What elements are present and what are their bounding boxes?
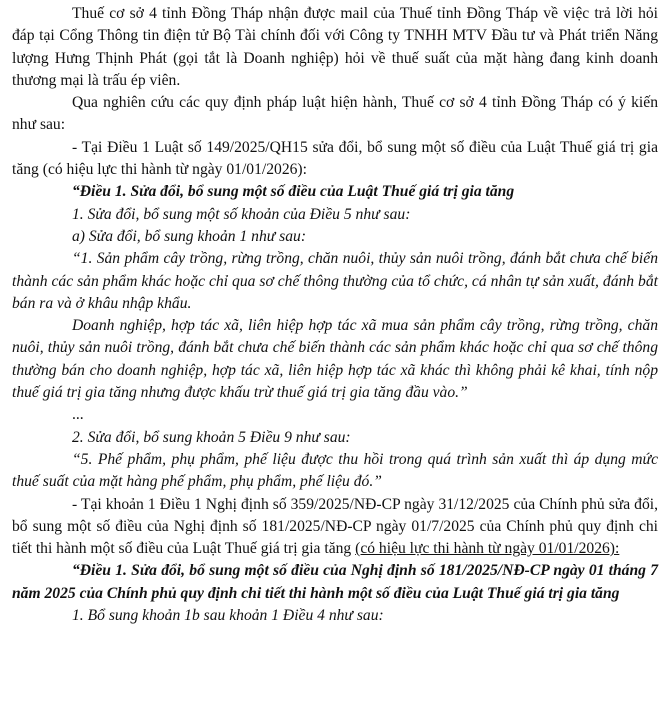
article-1-heading: “Điều 1. Sửa đổi, bổ sung một số điều của Luật Thuế giá trị gia tăng [72,183,515,201]
quote-business-paragraph: Doanh nghiệp, hợp tác xã, liên hiệp hợp tác xã mua sản phẩm cây trồng, rừng trồng, chăn nuôi, thủy sản nuôi trồng, đánh bắt chưa chế biến thành các sản phẩm khác hoặc chỉ qua sơ chế thông thường bán cho doanh nghiệp, hợp tác xã, liên hiệp hợp tác xã khác thì không phải kê khai, tính nộp thuế giá trị gia tăng nhưng được khấu trừ thuế giá trị gia tăng đầu vào.” [12,317,658,402]
point-a-text: a) Sửa đổi, bổ sung khoản 1 như sau: [72,227,307,245]
effective-date-underlined: (có hiệu lực thi hành từ ngày 01/01/2026): [355,540,620,558]
intro-paragraph: Thuế cơ sở 4 tỉnh Đồng Tháp nhận được mail của Thuế tỉnh Đồng Tháp về việc trả lời hỏi đáp tại Cổng Thông tin điện tử Bộ Tài chính đối với Công ty TNHH MTV Đầu tư và Phát triển Năng lượng Hưng Thịnh Phát (gọi tắt là Doanh nghiệp) hỏi về thuế suất của mặt hàng đang kinh doanh thương mại là trấu ép viên. [12,5,658,89]
ellipsis: ... [72,406,84,424]
decree-clause-1-text: 1. Bổ sung khoản 1b sau khoản 1 Điều 4 như sau: [72,607,384,625]
decree-359-text: - Tại khoản 1 Điều 1 Nghị định số 359/2025/NĐ-CP ngày 31/12/2025 của Chính phủ sửa đổi, bổ sung một số điều của Nghị định số 181/2025/NĐ-CP ngày 01/7/2025 của Chính phủ quy định chi tiết thi hành một số điều của Luật Thuế giá trị gia tăng [12,495,658,558]
clause-2-text: 2. Sửa đổi, bổ sung khoản 5 Điều 9 như sau: [72,428,351,446]
clause-1-text: 1. Sửa đổi, bổ sung một số khoản của Điều 5 như sau: [72,205,411,223]
quote-item-1: “1. Sản phẩm cây trồng, rừng trồng, chăn nuôi, thủy sản nuôi trồng, đánh bắt chưa chế biến thành các sản phẩm khác hoặc chỉ qua sơ chế thông thường của tổ chức, cá nhân tự sản xuất, đánh bắt bán ra và ở khâu nhập khẩu. [12,250,658,312]
opinion-paragraph: Qua nghiên cứu các quy định pháp luật hiện hành, Thuế cơ sở 4 tỉnh Đồng Tháp có ý kiến như sau: [12,94,658,134]
law-149-reference: - Tại Điều 1 Luật số 149/2025/QH15 sửa đổi, bổ sung một số điều của Luật Thuế giá trị gia tăng (có hiệu lực thi hành từ ngày 01/01/2026): [12,138,658,179]
quote-item-5: “5. Phế phẩm, phụ phẩm, phế liệu được thu hồi trong quá trình sản xuất thì áp dụng mức thuế suất của mặt hàng phế phẩm, phụ phẩm, phế liệu đó.” [12,450,658,491]
decree-359-reference [12,494,658,561]
decree-article-1-heading: “Điều 1. Sửa đổi, bổ sung một số điều của Nghị định số 181/2025/NĐ-CP ngày 01 tháng 7 năm 2025 của Chính phủ quy định chi tiết thi hành một số điều của Luật Thuế giá trị gia tăng [12,562,658,602]
